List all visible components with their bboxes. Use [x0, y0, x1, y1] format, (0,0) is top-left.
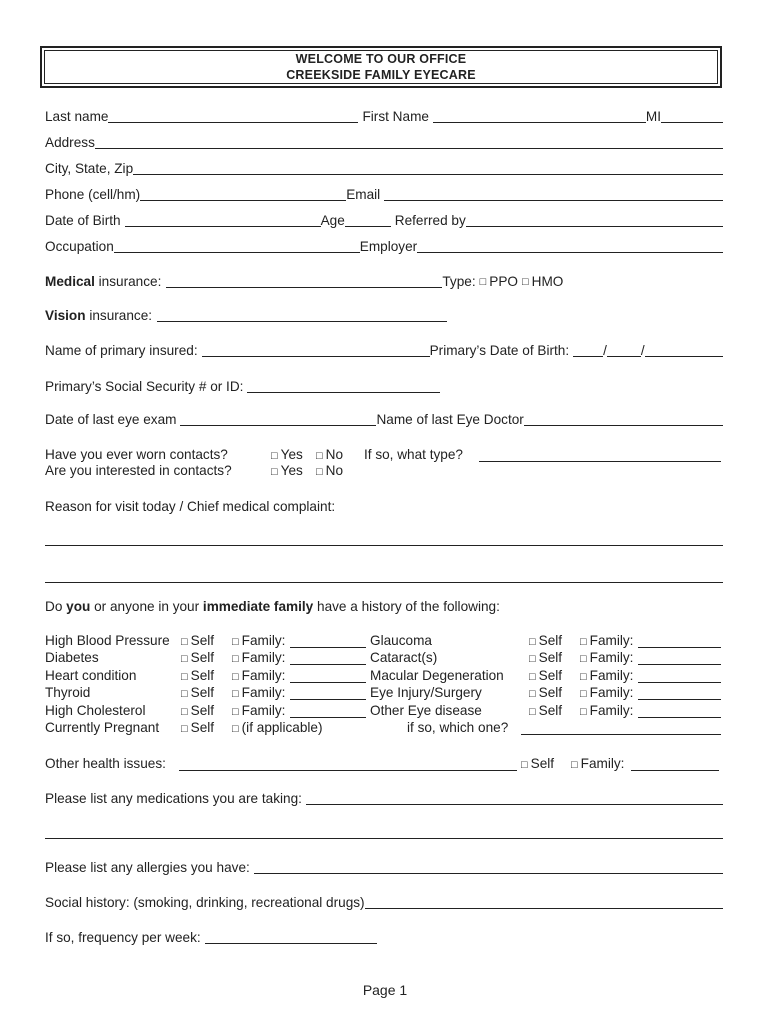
eye-condition-label: Eye Injury/Surgery: [370, 685, 482, 701]
vision-insurance-field[interactable]: [157, 309, 447, 322]
social-history-label: Social history: (smoking, drinking, recreational drugs): [45, 895, 365, 910]
allergies-field[interactable]: [254, 861, 723, 874]
fh-text-you: you: [66, 599, 91, 614]
reason-label: Reason for visit today / Chief medical complaint:: [45, 499, 336, 514]
age-field[interactable]: [345, 214, 391, 227]
family-history-intro: [45, 598, 723, 616]
eye-self-label: Self: [538, 685, 563, 701]
name-row: [45, 108, 723, 126]
eye-self-label: Self: [538, 650, 563, 666]
social-history-field[interactable]: [365, 896, 723, 909]
last-exam-row: [45, 411, 723, 429]
medications-row: [45, 790, 723, 808]
eye-family-field[interactable]: [638, 687, 721, 700]
city-field[interactable]: [133, 162, 723, 175]
worn-no-label: No: [325, 447, 344, 462]
primary-dob-year[interactable]: [645, 344, 723, 357]
interested-no-label: No: [325, 463, 344, 478]
eye-condition-label: Other Eye disease: [370, 702, 482, 718]
condition-label: Diabetes: [45, 650, 99, 666]
last-doctor-field[interactable]: [524, 413, 723, 426]
referred-field[interactable]: [466, 214, 723, 227]
other-health-row: [45, 755, 723, 773]
self-checkbox[interactable]: □: [181, 670, 188, 683]
employer-label: Employer: [359, 239, 418, 254]
family-checkbox[interactable]: □: [232, 688, 239, 701]
mi-field[interactable]: [661, 110, 723, 123]
family-history-table: [45, 632, 723, 742]
allergies-row: [45, 859, 723, 877]
primary-dob-month[interactable]: [573, 344, 603, 357]
eye-self-checkbox[interactable]: □: [529, 688, 536, 701]
vision-label-rest: insurance:: [85, 308, 153, 323]
address-field[interactable]: [95, 136, 723, 149]
family-field[interactable]: [290, 705, 366, 718]
page-number: Page 1: [362, 982, 408, 998]
primary-dob-slash-1: /: [603, 343, 607, 358]
city-row: [45, 160, 723, 178]
ssn-label: Primary’s Social Security # or ID:: [45, 379, 244, 394]
interested-no-checkbox[interactable]: □: [316, 466, 323, 478]
other-health-label: Other health issues:: [45, 756, 166, 771]
occupation-row: [45, 238, 723, 256]
fh-text-family: immediate family: [202, 599, 314, 614]
occupation-label: Occupation: [45, 239, 114, 254]
contacts-type-label: If so, what type?: [364, 447, 463, 462]
medical-insurance-row: [45, 273, 723, 291]
self-checkbox[interactable]: □: [181, 653, 188, 666]
worn-yes-label: Yes: [280, 447, 303, 462]
hmo-checkbox[interactable]: □: [522, 276, 529, 288]
which-one-label: if so, which one?: [407, 720, 509, 735]
last-exam-label: Date of last eye exam: [45, 412, 177, 427]
family-history-row: [45, 649, 723, 667]
phone-label: Phone (cell/hm): [45, 187, 141, 202]
family-history-row: [45, 632, 723, 650]
eye-self-checkbox[interactable]: □: [529, 670, 536, 683]
employer-field[interactable]: [417, 240, 723, 253]
hmo-label: HMO: [531, 274, 564, 289]
type-label: Type:: [442, 274, 476, 289]
family-checkbox[interactable]: □: [232, 653, 239, 666]
eye-family-field[interactable]: [638, 705, 721, 718]
eye-self-option: [529, 667, 562, 686]
form-header: [40, 46, 722, 88]
primary-dob-label: Primary’s Date of Birth:: [429, 343, 570, 358]
eye-family-checkbox[interactable]: □: [580, 653, 587, 666]
social-history-row: [45, 894, 723, 912]
medical-label-rest: insurance:: [94, 274, 162, 289]
occupation-field[interactable]: [114, 240, 360, 253]
family-field[interactable]: [290, 652, 366, 665]
dob-field[interactable]: [125, 214, 321, 227]
ssn-row: [45, 378, 723, 396]
worn-contacts-label: Have you ever worn contacts?: [45, 447, 228, 462]
family-field[interactable]: [290, 635, 366, 648]
last-exam-field[interactable]: [180, 413, 376, 426]
medical-label-bold: Medical: [45, 274, 95, 289]
header-title: WELCOME TO OUR OFFICE: [295, 52, 467, 66]
condition-label: Heart condition: [45, 667, 137, 683]
self-label: Self: [190, 650, 215, 666]
eye-self-label: Self: [538, 633, 563, 648]
email-field[interactable]: [384, 188, 723, 201]
frequency-field[interactable]: [205, 931, 377, 944]
interested-contacts-row: [45, 462, 723, 480]
fh-text-mid: or anyone in your: [90, 599, 203, 614]
primary-dob-slash-2: /: [640, 343, 645, 358]
first-name-field[interactable]: [433, 110, 646, 123]
contacts-type-field[interactable]: [479, 449, 721, 462]
frequency-label: If so, frequency per week:: [45, 930, 201, 945]
eye-self-label: Self: [538, 667, 563, 683]
ssn-field[interactable]: [247, 380, 440, 393]
eye-family-label: Family:: [589, 702, 634, 718]
eye-self-option: [529, 702, 562, 721]
eye-self-checkbox[interactable]: □: [529, 636, 536, 648]
address-row: [45, 134, 723, 152]
self-checkbox[interactable]: □: [181, 723, 188, 735]
family-history-row: [45, 702, 723, 720]
medications-field[interactable]: [306, 792, 723, 805]
eye-family-label: Family:: [589, 633, 634, 648]
which-one-field[interactable]: [521, 722, 721, 735]
dob-label: Date of Birth: [45, 213, 121, 228]
family-label: Family:: [241, 702, 286, 718]
eye-family-option: [580, 684, 633, 703]
last-name-field[interactable]: [108, 110, 358, 123]
other-health-family-checkbox[interactable]: □: [571, 759, 578, 771]
family-history-row: [45, 684, 723, 702]
primary-insured-label: Name of primary insured:: [45, 343, 198, 358]
medical-insurance-field[interactable]: [166, 275, 442, 288]
eye-family-label: Family:: [589, 650, 634, 666]
eye-self-option: [529, 649, 562, 668]
primary-insured-field[interactable]: [202, 344, 430, 357]
self-label: Self: [190, 685, 215, 701]
family-option: [232, 684, 285, 703]
eye-family-checkbox[interactable]: □: [580, 705, 587, 718]
allergies-label: Please list any allergies you have:: [45, 860, 250, 875]
eye-family-label: Family:: [589, 667, 634, 683]
family-checkbox[interactable]: □: [232, 705, 239, 718]
eye-family-label: Family:: [589, 685, 634, 701]
self-checkbox[interactable]: □: [181, 705, 188, 718]
self-option: [181, 719, 214, 738]
worn-yes-checkbox[interactable]: □: [271, 450, 278, 462]
address-label: Address: [45, 135, 95, 150]
eye-family-option: [580, 702, 633, 721]
family-checkbox[interactable]: □: [232, 636, 239, 648]
self-label: Self: [190, 667, 215, 683]
self-checkbox[interactable]: □: [181, 636, 188, 648]
interested-yes-checkbox[interactable]: □: [271, 466, 278, 478]
ppo-label: PPO: [489, 274, 518, 289]
self-label: Self: [190, 702, 215, 718]
first-name-label: First Name: [362, 109, 429, 124]
family-history-row: [45, 667, 723, 685]
age-label: Age: [320, 213, 345, 228]
fh-text-end: have a history of the following:: [313, 599, 500, 614]
eye-condition-label: Macular Degeneration: [370, 667, 504, 683]
fh-text-do: Do: [45, 599, 67, 614]
family-label: Family:: [241, 633, 286, 648]
eye-family-field[interactable]: [638, 652, 721, 665]
condition-label: Currently Pregnant: [45, 720, 160, 735]
phone-field[interactable]: [140, 188, 346, 201]
medications-line-2[interactable]: [45, 838, 723, 839]
other-health-family-field[interactable]: [631, 758, 719, 771]
vision-label-bold: Vision: [45, 308, 86, 323]
family-field[interactable]: [290, 670, 366, 683]
other-health-field[interactable]: [179, 758, 517, 771]
family-field[interactable]: [290, 687, 366, 700]
eye-family-field[interactable]: [638, 670, 721, 683]
family-checkbox[interactable]: □: [232, 670, 239, 683]
condition-label: High Cholesterol: [45, 702, 146, 718]
if-applicable-label: (if applicable): [241, 720, 323, 735]
phone-row: [45, 186, 723, 204]
city-label: City, State, Zip: [45, 161, 134, 176]
eye-self-option: [529, 632, 562, 651]
medications-label: Please list any medications you are taking:: [45, 791, 302, 806]
frequency-row: [45, 929, 723, 947]
eye-family-checkbox[interactable]: □: [580, 636, 587, 648]
form-header-inner: [44, 50, 718, 84]
family-label: Family:: [241, 650, 286, 666]
family-option: [232, 632, 285, 651]
eye-self-option: [529, 684, 562, 703]
eye-self-label: Self: [538, 702, 563, 718]
family-option: [232, 702, 285, 721]
eye-family-checkbox[interactable]: □: [580, 688, 587, 701]
mi-label: MI: [645, 109, 661, 124]
family-option: [232, 649, 285, 668]
eye-self-checkbox[interactable]: □: [529, 705, 536, 718]
condition-label: Thyroid: [45, 685, 91, 701]
last-name-label: Last name: [45, 109, 109, 124]
family-option: [232, 719, 323, 738]
family-history-row: [45, 719, 723, 737]
dob-row: [45, 212, 723, 230]
family-label: Family:: [241, 667, 286, 683]
eye-self-checkbox[interactable]: □: [529, 653, 536, 666]
self-option: [181, 667, 214, 686]
eye-family-option: [580, 667, 633, 686]
family-checkbox[interactable]: □: [232, 723, 239, 735]
eye-family-field[interactable]: [638, 635, 721, 648]
self-option: [181, 702, 214, 721]
family-label: Family:: [241, 685, 286, 701]
self-checkbox[interactable]: □: [181, 688, 188, 701]
eye-condition-label: Cataract(s): [370, 650, 438, 666]
eye-family-checkbox[interactable]: □: [580, 670, 587, 683]
primary-insured-row: [45, 342, 723, 360]
worn-no-checkbox[interactable]: □: [316, 450, 323, 462]
ppo-checkbox[interactable]: □: [479, 276, 487, 288]
last-doctor-label: Name of last Eye Doctor: [376, 412, 524, 427]
self-label: Self: [190, 720, 215, 735]
email-label: Email: [346, 187, 381, 202]
header-practice-name: CREEKSIDE FAMILY EYECARE: [286, 68, 476, 82]
reason-line-2[interactable]: [45, 582, 723, 583]
self-label: Self: [190, 633, 215, 648]
primary-dob-day[interactable]: [607, 344, 641, 357]
eye-family-option: [580, 632, 633, 651]
other-health-self-label: Self: [530, 756, 555, 771]
eye-condition-label: Glaucoma: [370, 633, 432, 648]
interested-yes-label: Yes: [280, 463, 303, 478]
vision-insurance-row: [45, 307, 723, 325]
referred-label: Referred by: [394, 213, 466, 228]
self-option: [181, 649, 214, 668]
other-health-family-label: Family:: [580, 756, 625, 771]
condition-label: High Blood Pressure: [45, 633, 170, 648]
family-option: [232, 667, 285, 686]
other-health-self-checkbox[interactable]: □: [521, 759, 528, 771]
self-option: [181, 684, 214, 703]
reason-line-1[interactable]: [45, 545, 723, 546]
eye-family-option: [580, 649, 633, 668]
interested-contacts-label: Are you interested in contacts?: [45, 463, 232, 478]
self-option: [181, 632, 214, 651]
